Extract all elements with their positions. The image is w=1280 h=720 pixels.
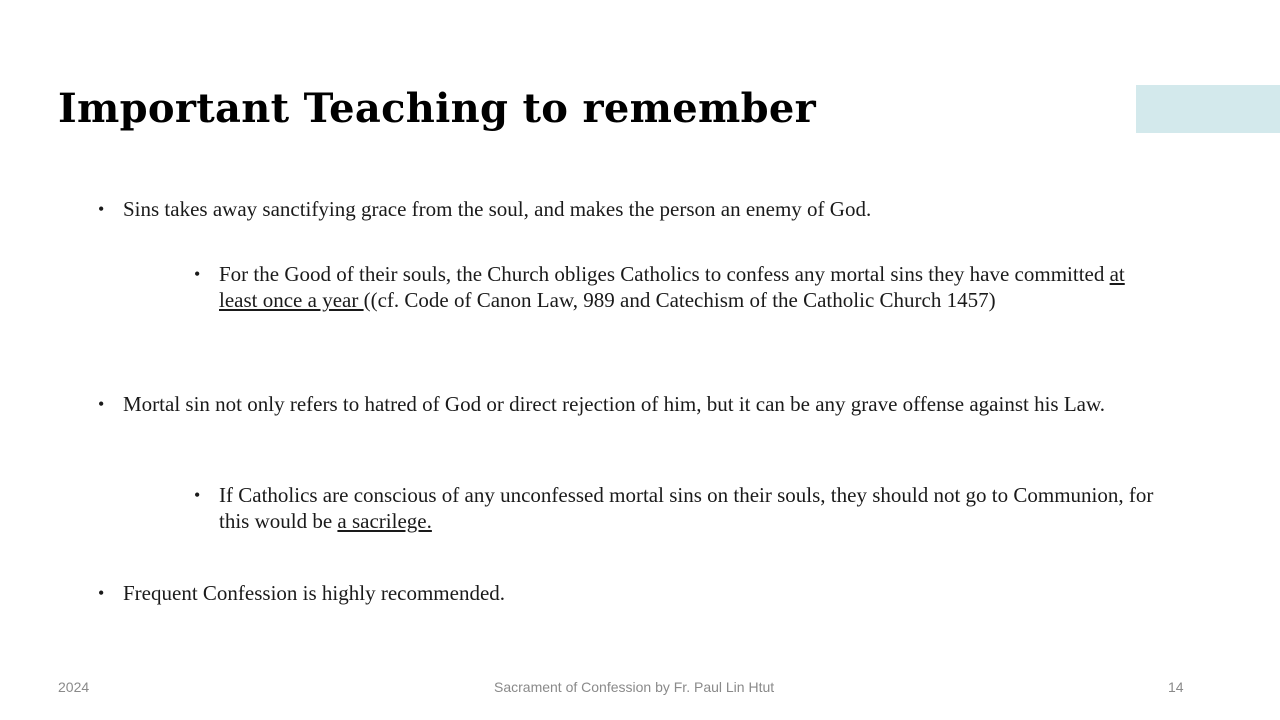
bullet-text: Frequent Confession is highly recommended. — [123, 581, 506, 605]
underlined-phrase: a sacrilege. — [337, 509, 432, 533]
bullet-text: Sins takes away sanctifying grace from the soul, and makes the person an enemy of God. — [123, 197, 872, 221]
bullet-dot-icon: • — [98, 583, 105, 603]
accent-rectangle — [1136, 85, 1280, 133]
footer-title: Sacrament of Confession by Fr. Paul Lin Htut — [494, 679, 775, 695]
bullet-item-2 — [194, 261, 1167, 313]
bullet-dot-icon: • — [98, 394, 105, 414]
bullet-text: If Catholics are conscious of any unconfessed mortal sins on their souls, they should not go to Communion, for this would be — [219, 483, 1154, 533]
bullet-dot-icon: • — [98, 199, 105, 219]
bullet-item-3 — [98, 391, 1143, 417]
bullet-item-5 — [98, 580, 1143, 606]
bullet-dot-icon: • — [194, 264, 201, 284]
underlined-phrase: at least once a year — [219, 262, 1125, 312]
bullet-text: ((cf. Code of Canon Law, 989 and Catechism of the Catholic Church 1457) — [363, 288, 996, 312]
bullet-item-4 — [194, 482, 1167, 534]
bullet-item-1 — [98, 196, 1163, 222]
bullet-text: Mortal sin not only refers to hatred of God or direct rejection of him, but it can be any grave offense against his Law. — [123, 392, 1106, 416]
slide-title: Important Teaching to remember — [58, 85, 816, 132]
bullet-text: For the Good of their souls, the Church obliges Catholics to confess any mortal sins they have committed — [219, 262, 1110, 286]
slide-number: 14 — [1168, 679, 1184, 695]
bullet-dot-icon: • — [194, 485, 201, 505]
footer-date: 2024 — [58, 679, 90, 695]
